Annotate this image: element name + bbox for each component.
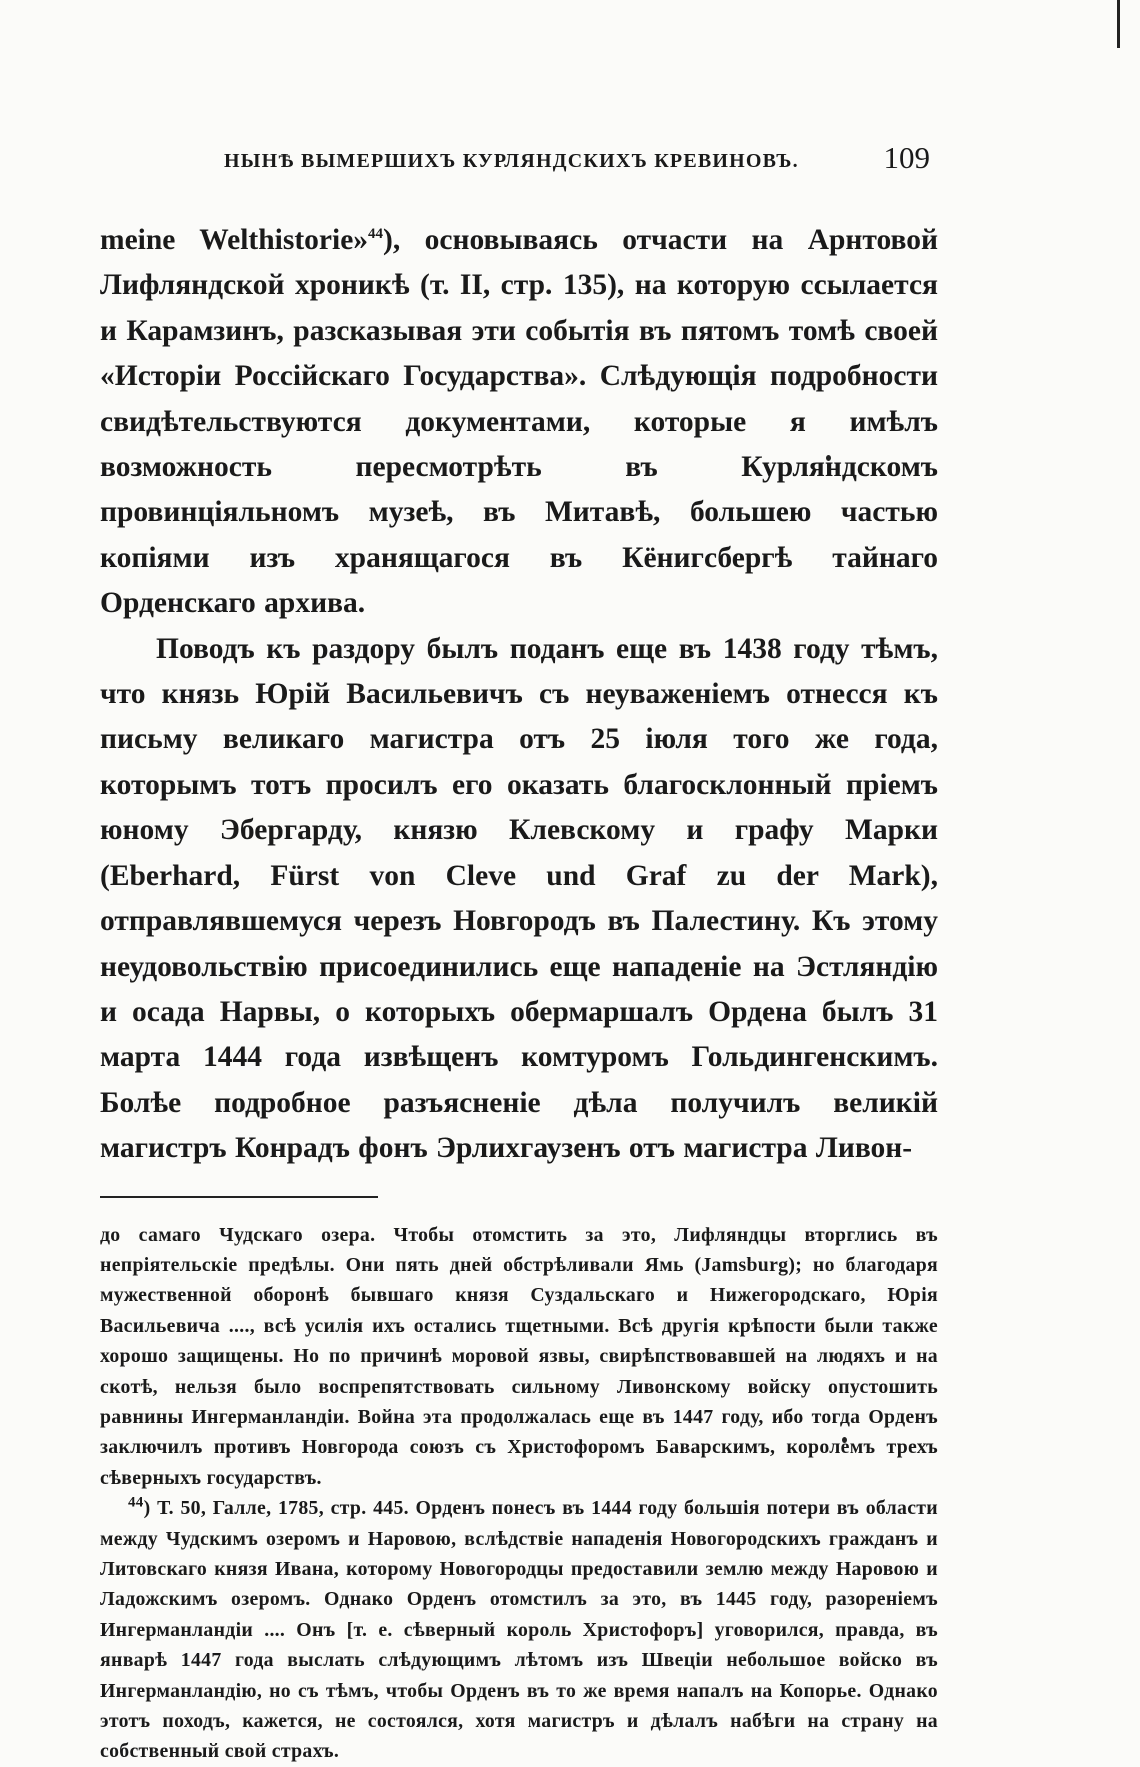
scan-edge-mark — [1117, 0, 1120, 48]
footnotes — [100, 1220, 938, 1767]
footnote-ref-44: 44 — [368, 226, 384, 243]
paragraph-1-rest: ), основываясь отчасти на Арнтовой Лифляндской хроникѣ (т. II, стр. 135), на которую ссылается и Карамзинъ, разсказывая эти событія въ пятомъ томѣ своей «Исторіи Россійскаго Государства». Слѣдующія подробности свидѣтельствуются документами, которые я имѣлъ возможность пересмотрѣть въ Курляндскомъ провинціяльномъ музеѣ, въ Митавѣ, большею частью копіями изъ хранящагося въ Кёнигсбергѣ тайнаго Орденскаго архива. — [100, 224, 938, 620]
paragraph-2: Поводъ къ раздору былъ поданъ еще въ 1438 году тѣмъ, что князь Юрій Васильевичъ съ неуваженіемъ отнесся къ письму великаго магистра отъ 25 іюля того же года, которымъ тотъ просилъ его оказать благосклонный пріемъ юному Эбергарду, князю Клевскому и графу Марки (Eberhard, Fürst von Cleve und Graf zu der Mark), отправлявшемуся черезъ Новгородъ въ Палестину. Къ этому неудовольствію присоединились еще нападеніе на Эстляндію и осада Нарвы, о которыхъ обермаршалъ Ордена былъ 31 марта 1444 года извѣщенъ комтуромъ Гольдингенскимъ. Болѣе подробное разъясненіе дѣла получилъ великій магистръ Конрадъ фонъ Эрлихгаузенъ отъ магистра Ливон- — [100, 632, 938, 1165]
running-title: НЫНѢ ВЫМЕРШИХЪ КУРЛЯНДСКИХЪ КРЕВИНОВЪ. — [224, 150, 799, 172]
page-number: 109 — [883, 140, 930, 175]
book-page — [100, 136, 938, 1767]
footnote-44 — [100, 1493, 938, 1767]
footnote-divider — [100, 1196, 378, 1198]
footnote-44-marker: 44 — [128, 1494, 144, 1511]
main-text — [100, 218, 938, 1172]
running-header — [100, 136, 938, 184]
footnote-44-text: ) Т. 50, Галле, 1785, стр. 445. Орденъ понесъ въ 1444 году большія потери въ области между Чудскимъ озеромъ и Наровою, вслѣдствіе нападенія Новогородскихъ гражданъ и Литовскаго князя Ивана, которому Новогородцы предоставили землю между Наровою и Ладожскимъ озеромъ. Однако Орденъ отомстилъ за это, въ 1445 году, разореніемъ Ингерманландіи .... Онъ [т. е. сѣверный король Христофоръ] уговорился, правда, въ январѣ 1447 года выслать слѣдующимъ лѣтомъ изъ Швеціи небольшое войско въ Ингерманландію, но съ тѣмъ, чтобы Орденъ въ то же время напалъ на Копорье. Однако этотъ походъ, кажется, не состоялся, хотя магистръ и дѣлалъ набѣги на страну на собственный свой страхъ. — [100, 1497, 938, 1763]
paragraph-1-start: meine Welthistorie» — [100, 224, 369, 256]
footnote-continuation: до самаго Чудскаго озера. Чтобы отомстить за это, Лифляндцы вторглись въ непріятельскіе предѣлы. Они пять дней обстрѣливали Ямь (Jamsburg); но благодаря мужественной оборонѣ бывшаго князя Суздальскаго и Нижегородскаго, Юрія Васильевича ...., всѣ усилія ихъ остались тщетными. Всѣ другія крѣпости были также хорошо защищены. Но по причинѣ моровой язвы, свирѣпствовавшей на людяхъ и на скотѣ, нельзя было воспрепятствовать сильному Ливонскому войску опустошить равнины Ингерманландіи. Война эта продолжалась еще въ 1447 году, ибо тогда Орденъ заключилъ противъ Новгорода союзъ съ Христофоромъ Баварскимъ, королемъ трехъ сѣверныхъ государствъ. — [100, 1223, 938, 1489]
paragraph-1 — [100, 218, 938, 627]
